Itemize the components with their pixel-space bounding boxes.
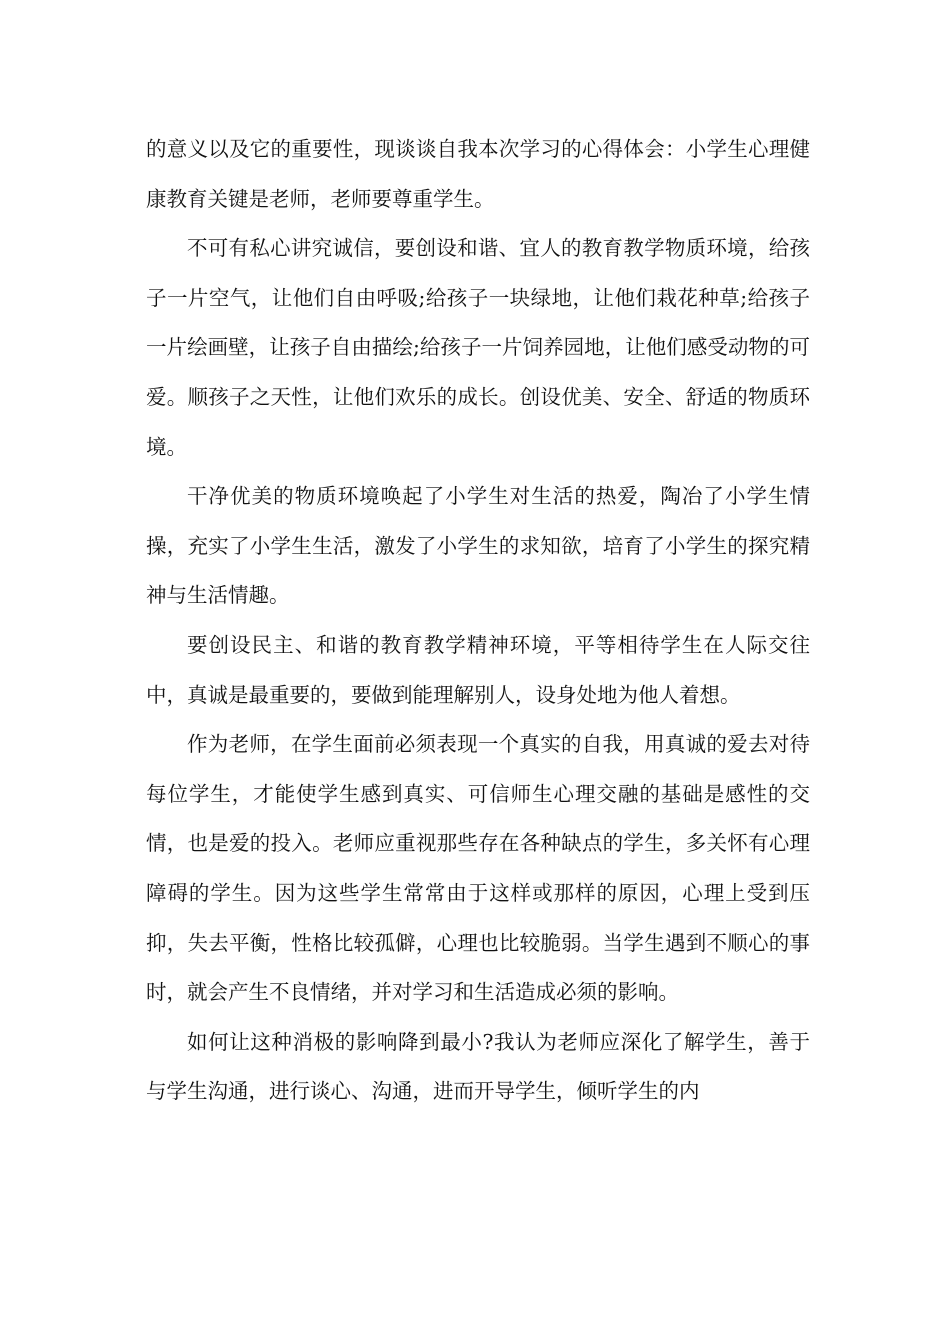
paragraph: 如何让这种消极的影响降到最小?我认为老师应深化了解学生，善于与学生沟通，进行谈心、沟通，进而开导学生，倾听学生的内 (146, 1029, 810, 1104)
document-body (146, 125, 810, 1117)
paragraph: 要创设民主、和谐的教育教学精神环境，平等相待学生在人际交往中，真诚是最重要的，要做到能理解别人，设身处地为他人着想。 (146, 632, 810, 707)
paragraph: 不可有私心讲究诚信，要创设和谐、宜人的教育教学物质环境，给孩子一片空气，让他们自由呼吸;给孩子一块绿地，让他们栽花种草;给孩子一片绘画壁，让孩子自由描绘;给孩子一片饲养园地，让他们感受动物的可爱。顺孩子之天性，让他们欢乐的成长。创设优美、安全、舒适的物质环境。 (146, 236, 810, 459)
paragraph: 作为老师，在学生面前必须表现一个真实的自我，用真诚的爱去对待每位学生，才能使学生感到真实、可信师生心理交融的基础是感性的交情，也是爱的投入。老师应重视那些存在各种缺点的学生，多关怀有心理障碍的学生。因为这些学生常常由于这样或那样的原因，心理上受到压抑，失去平衡，性格比较孤僻，心理也比较脆弱。当学生遇到不顺心的事时，就会产生不良情绪，并对学习和生活造成必须的影响。 (146, 732, 810, 1005)
paragraph: 干净优美的物质环境唤起了小学生对生活的热爱，陶冶了小学生情操，充实了小学生生活，激发了小学生的求知欲，培育了小学生的探究精神与生活情趣。 (146, 484, 810, 608)
paragraph: 的意义以及它的重要性，现谈谈自我本次学习的心得体会：小学生心理健康教育关键是老师，老师要尊重学生。 (146, 137, 810, 211)
